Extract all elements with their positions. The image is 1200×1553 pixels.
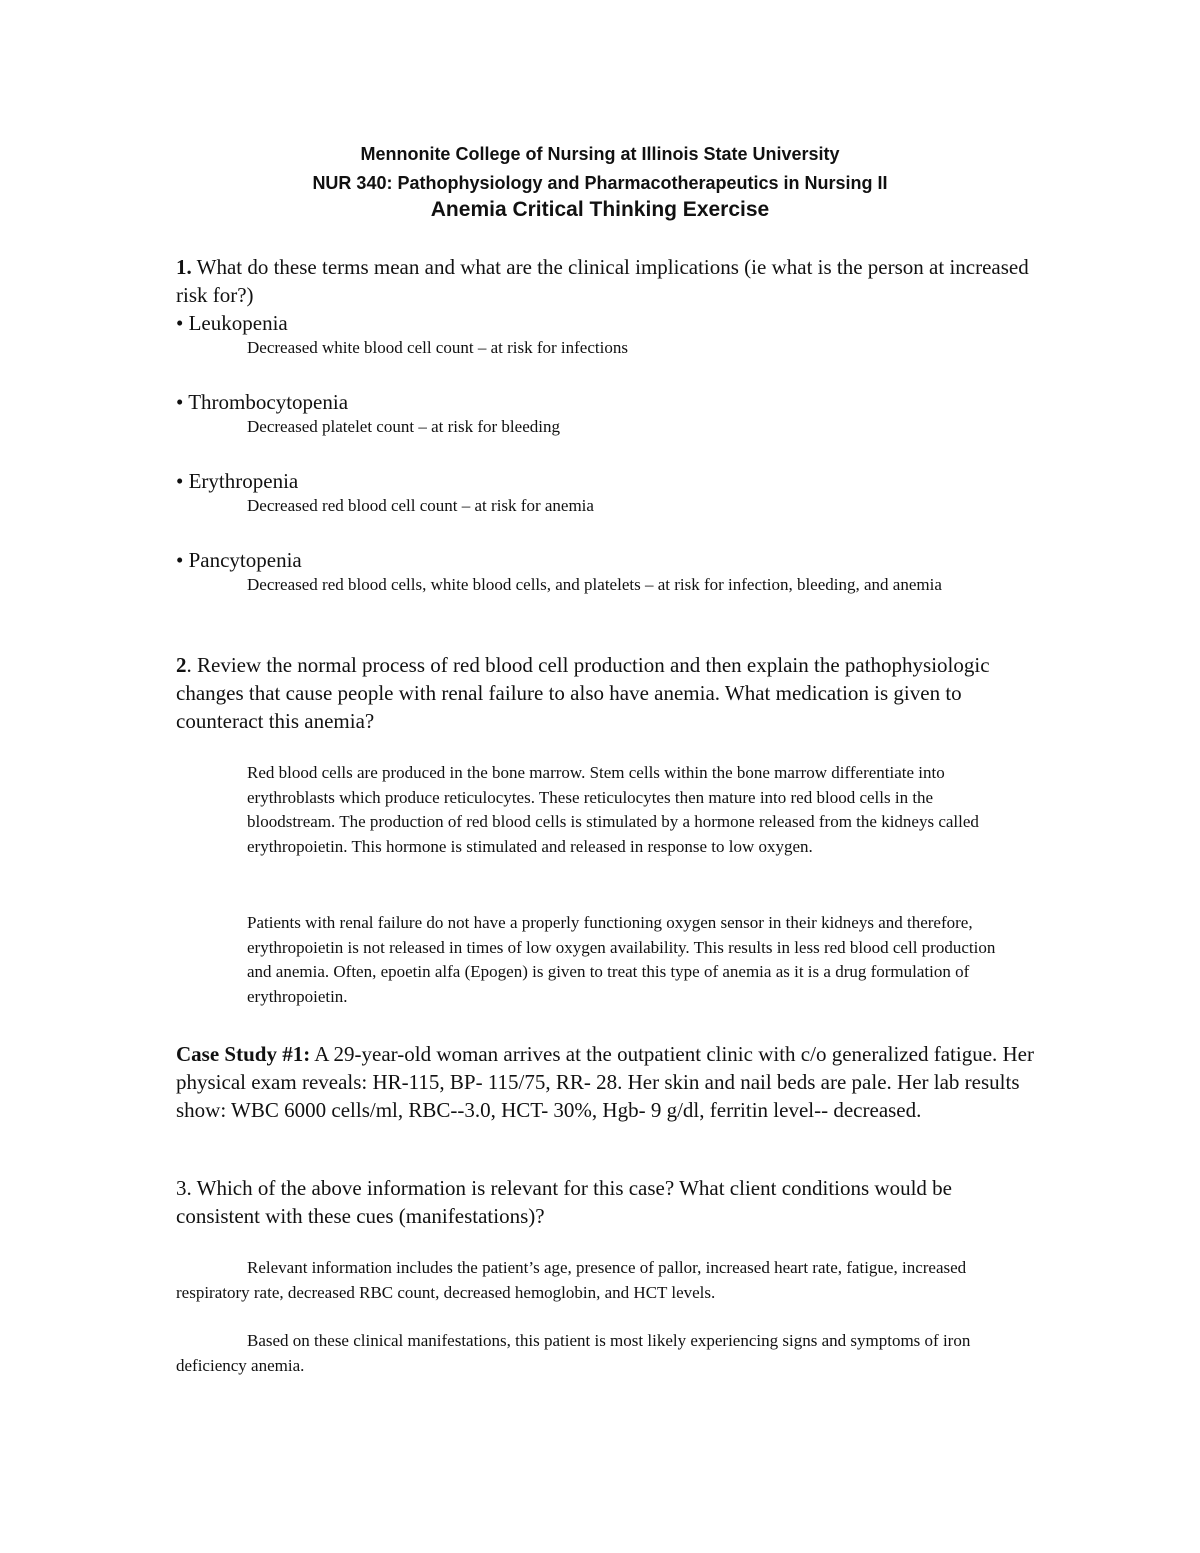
exercise-title: Anemia Critical Thinking Exercise [430,198,770,221]
answer-thrombocytopenia: Decreased platelet count – at risk for bleeding [247,417,560,436]
case-study-1 [176,1040,1046,1124]
question-2 [176,651,1046,735]
answer-erythropenia: Decreased red blood cell count – at risk for anemia [247,496,594,515]
answer-pancytopenia: Decreased red blood cells, white blood cells, and platelets – at risk for infection, bleeding, and anemia [247,575,942,594]
answer-2-paragraph-1: Red blood cells are produced in the bone marrow. Stem cells within the bone marrow differentiate into erythroblasts which produce reticulocytes. These reticulocytes then mature into red blood cells in the bloodstream. The production of red blood cells is stimulated by a hormone released from the kidneys called erythropoietin. This hormone is stimulated and released in response to low oxygen. [247,763,979,856]
term-erythropenia: • Erythropenia [176,469,299,493]
case-study-text: A 29-year-old woman arrives at the outpatient clinic with c/o generalized fatigue. Her physical exam reveals: HR-115, BP- 115/75, RR- 28. Her skin and nail beds are pale. Her lab results show: WBC 6000 cells/ml, RBC--3.0, HCT- 30%, Hgb- 9 g/dl, ferritin level-- decreased. [176,1042,1035,1122]
question-2-number: 2 [176,653,187,677]
answer-2-paragraph-2: Patients with renal failure do not have a properly functioning oxygen sensor in their kidneys and therefore, erythropoietin is not released in times of low oxygen availability. This results in less red blood cell production and anemia. Often, epoetin alfa (Epogen) is given to treat this type of anemia as it is a drug formulation of erythropoietin. [247,913,996,1006]
course-heading: NUR 340: Pathophysiology and Pharmacotherapeutics in Nursing II [312,173,888,193]
question-2-text: . Review the normal process of red blood cell production and then explain the pathophysiologic changes that cause people with renal failure to also have anemia. What medication is given to counteract this anemia? [176,653,990,733]
question-1-text: What do these terms mean and what are the clinical implications (ie what is the person at increased risk for?) [176,255,1029,307]
case-study-label: Case Study #1: [176,1042,311,1066]
answer-3-paragraph-2: Based on these clinical manifestations, this patient is most likely experiencing signs and symptoms of iron deficiency anemia. [176,1331,971,1375]
question-1-number: 1. [176,255,192,279]
term-thrombocytopenia: • Thrombocytopenia [176,390,349,414]
term-pancytopenia: • Pancytopenia [176,548,302,572]
answer-3-paragraph-1: Relevant information includes the patient’s age, presence of pallor, increased heart rate, fatigue, increased respiratory rate, decreased RBC count, decreased hemoglobin, and HCT levels. [176,1258,967,1302]
question-1 [176,253,1046,309]
term-leukopenia: • Leukopenia [176,311,288,335]
college-heading: Mennonite College of Nursing at Illinois State University [360,144,840,164]
question-3: 3. Which of the above information is relevant for this case? What client conditions would be consistent with these cues (manifestations)? [176,1176,953,1228]
answer-leukopenia: Decreased white blood cell count – at risk for infections [247,338,628,357]
